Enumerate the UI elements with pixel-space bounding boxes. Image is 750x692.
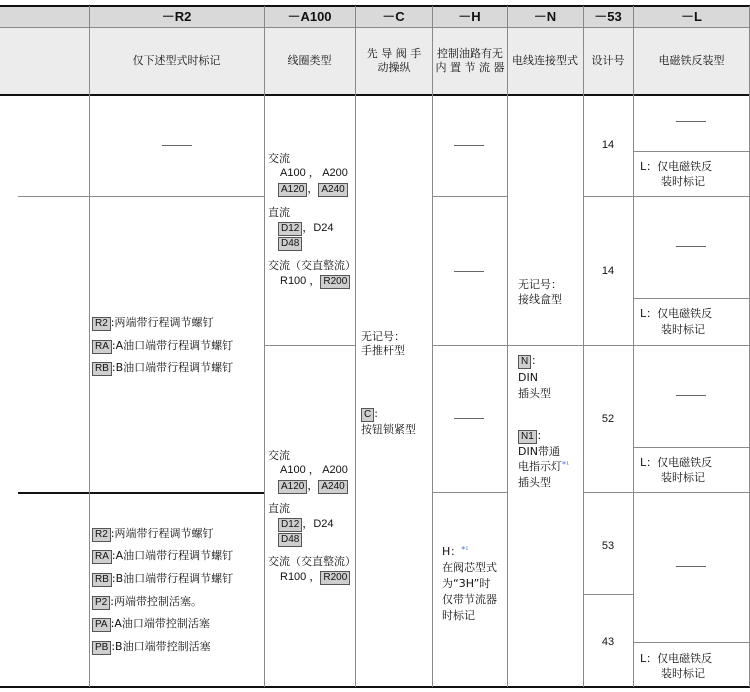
header-desc-coil: 线圈类型 — [287, 54, 332, 67]
r2-none-dash — [162, 145, 192, 146]
coil-dc-values: D12 ，D24 — [278, 518, 334, 532]
wiring-n1-line: DIN带通 — [518, 445, 560, 458]
coil-ac-values: A100 ， A200 — [280, 167, 348, 179]
coil-dc-label: 直流 — [268, 206, 290, 219]
coil-ac-boxed: A120 ， A240 — [278, 183, 348, 197]
throttle-h-line: 为“3H”时 — [442, 577, 491, 590]
header-code-53: －53 — [594, 9, 622, 24]
r2-group2-item: PB :B油口端带控制活塞 — [92, 641, 211, 655]
header-desc-throttle: 控制油路有无 内 置 节 流 器 — [435, 47, 505, 74]
throttle-dash — [454, 145, 484, 146]
throttle-h-line: 时标记 — [442, 609, 475, 622]
design-number: 14 — [601, 265, 615, 277]
throttle-h-line: 在阀芯型式 — [442, 561, 497, 574]
reverse-dash — [676, 395, 706, 396]
reverse-dash — [676, 566, 706, 567]
throttle-dash — [454, 418, 484, 419]
r2-group2-item: PA :A油口端带控制活塞 — [92, 618, 210, 632]
throttle-dash — [454, 271, 484, 272]
coil-ac-label: 交流 — [268, 152, 290, 165]
header-code-h: －H — [458, 9, 481, 24]
coil-dc-box2: D48 — [278, 533, 302, 547]
coil-dc-box2: D48 — [278, 237, 302, 251]
wiring-n-line: DIN — [518, 371, 538, 384]
pilot-c-desc: 按钮锁紧型 — [361, 423, 416, 436]
design-number: 43 — [601, 636, 615, 648]
r2-group1-item: RB :B油口端带行程调节螺钉 — [92, 362, 233, 376]
reverse-dash — [676, 246, 706, 247]
r2-group2-item: R2 :两端带行程调节螺钉 — [92, 528, 214, 542]
header-code-r2: －R2 — [161, 9, 192, 24]
coil-rect-label: 交流（交直整流） — [268, 555, 356, 568]
coil-rect-values: R100 ， R200 — [280, 571, 350, 585]
header-code-c: －C — [382, 9, 405, 24]
header-desc-r2: 仅下述型式时标记 — [132, 54, 221, 67]
pilot-none-label: 无记号： — [361, 330, 405, 343]
reverse-line2: 装时标记 — [661, 175, 705, 188]
reverse-dash — [676, 121, 706, 122]
coil-dc-label: 直流 — [268, 502, 290, 515]
throttle-h-label: H：$^{*^1}$ — [442, 545, 469, 558]
wiring-n1-line: 插头型 — [518, 476, 551, 489]
wiring-n-code: N ： — [518, 355, 542, 369]
reverse-line1: L：仅电磁铁反 — [640, 160, 713, 173]
coil-ac-boxed: A120 ， A240 — [278, 480, 348, 494]
header-code-n: －N — [533, 9, 557, 24]
header-code-l: －L — [681, 9, 702, 24]
wiring-n1-line: 电指示灯$^{*^1}$ — [518, 460, 570, 473]
design-number: 53 — [601, 540, 615, 552]
wiring-n-line: 插头型 — [518, 387, 551, 400]
design-number: 52 — [601, 413, 615, 425]
header-desc-design: 设计号 — [591, 54, 625, 67]
table-top-border — [0, 5, 750, 7]
reverse-line1: L：仅电磁铁反 — [640, 307, 713, 320]
pilot-none-desc: 手推杆型 — [361, 344, 405, 357]
r2-group2-item: RB :B油口端带行程调节螺钉 — [92, 573, 233, 587]
wiring-none-desc: 接线盒型 — [518, 293, 562, 306]
wiring-n1-code: N1 ： — [518, 430, 548, 444]
coil-rect-label: 交流（交直整流） — [268, 259, 356, 272]
reverse-line1: L：仅电磁铁反 — [640, 652, 713, 665]
header-code-a100: －A100 — [287, 9, 332, 24]
r2-group1-item: RA :A油口端带行程调节螺钉 — [92, 340, 233, 354]
throttle-h-line: 仅带节流器 — [442, 593, 497, 606]
wiring-none-label: 无记号： — [518, 278, 562, 291]
header-bottom-border — [0, 94, 750, 96]
coil-ac-label: 交流 — [268, 449, 290, 462]
r2-group2-item: RA :A油口端带行程调节螺钉 — [92, 550, 233, 564]
coil-ac-values: A100 ， A200 — [280, 464, 348, 476]
r2-group1-item: R2 :两端带行程调节螺钉 — [92, 317, 214, 331]
header-desc-wiring: 电线连接型式 — [512, 54, 578, 67]
pilot-c-code: C : — [361, 408, 378, 422]
reverse-line2: 装时标记 — [661, 471, 705, 484]
reverse-line1: L：仅电磁铁反 — [640, 456, 713, 469]
r2-group2-item: P2 :两端带控制活塞。 — [92, 596, 202, 610]
coil-dc-values: D12 ，D24 — [278, 222, 334, 236]
header-desc-pilot: 先 导 阀 手动操纵 — [366, 47, 422, 74]
coil-rect-values: R100 ， R200 — [280, 275, 350, 289]
header-desc-reverse: 电磁铁反装型 — [658, 54, 725, 67]
design-number: 14 — [601, 139, 615, 151]
reverse-line2: 装时标记 — [661, 667, 705, 680]
reverse-line2: 装时标记 — [661, 323, 705, 336]
